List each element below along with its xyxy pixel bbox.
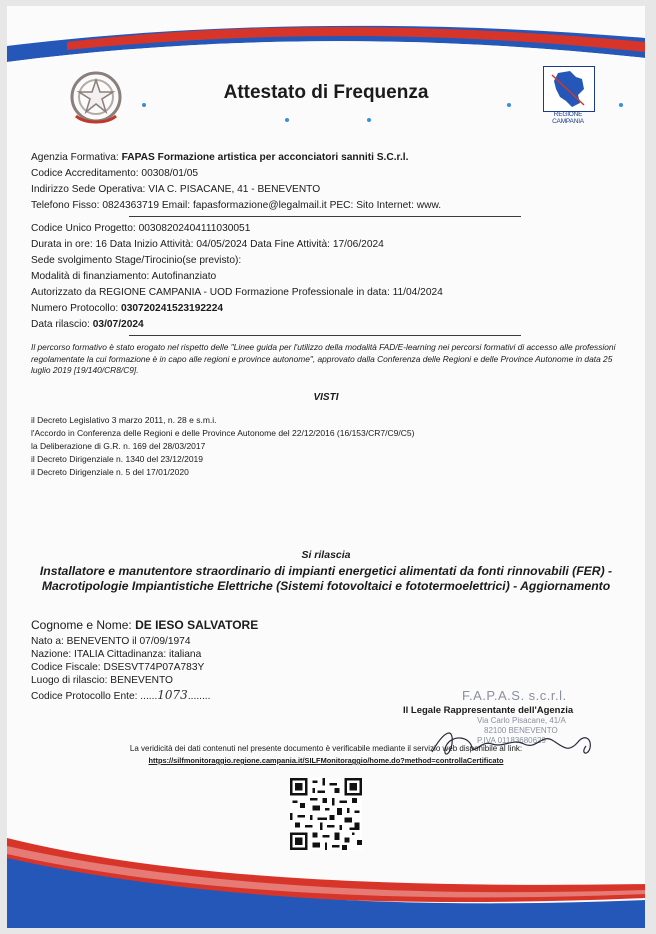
decorative-dot bbox=[285, 118, 289, 122]
stage-location: Sede svolgimento Stage/Tirocinio(se previsto): bbox=[31, 255, 242, 266]
stamp-vat: P.IVA 01183680629 bbox=[477, 736, 546, 745]
certificate-page bbox=[7, 6, 645, 928]
legal-representative-label: Il Legale Rappresentante dell'Agenzia bbox=[403, 705, 574, 716]
release-place: Luogo di rilascio: BENEVENTO bbox=[31, 675, 173, 686]
visti-item: la Deliberazione di G.R. n. 169 del 28/03/2017 bbox=[31, 441, 206, 451]
operating-address: Indirizzo Sede Operativa: VIA C. PISACANE, 41 - BENEVENTO bbox=[31, 184, 321, 195]
bottom-decorative-band bbox=[7, 818, 645, 928]
verification-link[interactable]: https://silfmonitoraggio.regione.campania.it/SILFMonitoraggio/home.do?method=controllaCertificato bbox=[148, 756, 504, 765]
divider bbox=[129, 216, 521, 217]
release-heading: Si rilascia bbox=[301, 549, 351, 561]
verification-text: La veridicità dei dati contenuti nel presente documento è verificabile mediante il servizio web disponibile al link: bbox=[129, 744, 523, 753]
release-date-label: Data rilascio: bbox=[31, 319, 90, 330]
protocol-number-label: Numero Protocollo: bbox=[31, 303, 119, 314]
birth-info: Nato a: BENEVENTO il 07/09/1974 bbox=[31, 636, 191, 647]
document-title: Attestato di Frequenza bbox=[223, 82, 429, 103]
divider bbox=[129, 335, 521, 336]
handwritten-signature bbox=[412, 714, 612, 762]
authorization: Autorizzato da REGIONE CAMPANIA - UOD Formazione Professionale in data: 11/04/2024 bbox=[31, 287, 443, 298]
course-title: Installatore e manutentore straordinario di impianti energetici alimentati da fonti rinnovabili (FER) - Macrotipologie Impiantistiche Elettriche (Sistemi fotovoltaici e fototermoelettrici) - Aggiornamento bbox=[39, 564, 613, 593]
agency-name: FAPAS Formazione artistica per acconciatori sanniti S.C.r.l. bbox=[121, 152, 409, 163]
agency-label: Agenzia Formativa: bbox=[31, 152, 119, 163]
visti-heading: VISTI bbox=[313, 392, 339, 403]
holder-name-value: DE IESO SALVATORE bbox=[135, 618, 259, 632]
release-date-line bbox=[31, 319, 144, 330]
protocol-number-value: 030720241523192224 bbox=[121, 303, 224, 314]
visti-item: il Decreto Legislativo 3 marzo 2011, n. 28 e s.m.i. bbox=[31, 415, 217, 425]
funding-mode: Modalità di finanziamento: Autofinanziato bbox=[31, 271, 217, 282]
fad-paragraph: Il percorso formativo è stato erogato nel rispetto delle "Linee guida per l'utilizzo della modalità FAD/E-learning nei percorsi formativi di accesso alle professioni regolamentate la cui formazione è in capo alle regioni e province autonome", approvato dalla Conferenza delle Regioni e delle Province Autonome in data 25 luglio 2019 [19/140/CR8/C9]. bbox=[31, 342, 616, 375]
visti-item: il Decreto Dirigenziale n. 1340 del 23/12/2019 bbox=[31, 454, 204, 464]
entity-protocol-value: 1073 bbox=[157, 688, 188, 702]
decorative-dot bbox=[367, 118, 371, 122]
protocol-number-line bbox=[31, 303, 223, 314]
entity-protocol-label: Codice Protocollo Ente: bbox=[31, 691, 141, 702]
tax-code: Codice Fiscale: DSESVT74P07A783Y bbox=[31, 662, 205, 673]
nationality-info: Nazione: ITALIA Cittadinanza: italiana bbox=[31, 649, 202, 660]
project-code: Codice Unico Progetto: 00308202404111030051 bbox=[31, 223, 251, 234]
accreditation-code: Codice Accreditamento: 00308/01/05 bbox=[31, 168, 199, 179]
stamp-company-name: F.A.P.A.S. s.c.r.l. bbox=[462, 688, 567, 703]
visti-item: il Decreto Dirigenziale n. 5 del 17/01/2020 bbox=[31, 467, 189, 477]
release-date-value: 03/07/2024 bbox=[92, 319, 144, 330]
duration-dates: Durata in ore: 16 Data Inizio Attività: 04/05/2024 Data Fine Attività: 17/06/2024 bbox=[31, 239, 384, 250]
holder-name-line bbox=[31, 618, 258, 632]
agency-line bbox=[31, 152, 408, 163]
stamp-city: 82100 BENEVENTO bbox=[484, 726, 558, 735]
holder-name-label: Cognome e Nome: bbox=[31, 618, 132, 632]
entity-protocol-line: Codice Protocollo Ente: ......1073........ bbox=[31, 688, 211, 702]
region-logo-caption: REGIONE CAMPANIA bbox=[552, 111, 584, 125]
visti-item: l'Accordo in Conferenza delle Regioni e delle Province Autonome del 22/12/2016 (16/153/CR7/C9/C5) bbox=[31, 428, 415, 438]
stamp-address: Via Carlo Pisacane, 41/A bbox=[477, 716, 566, 725]
contact-line: Telefono Fisso: 0824363719 Email: fapasformazione@legalmail.it PEC: Sito Internet: www. bbox=[31, 200, 442, 211]
